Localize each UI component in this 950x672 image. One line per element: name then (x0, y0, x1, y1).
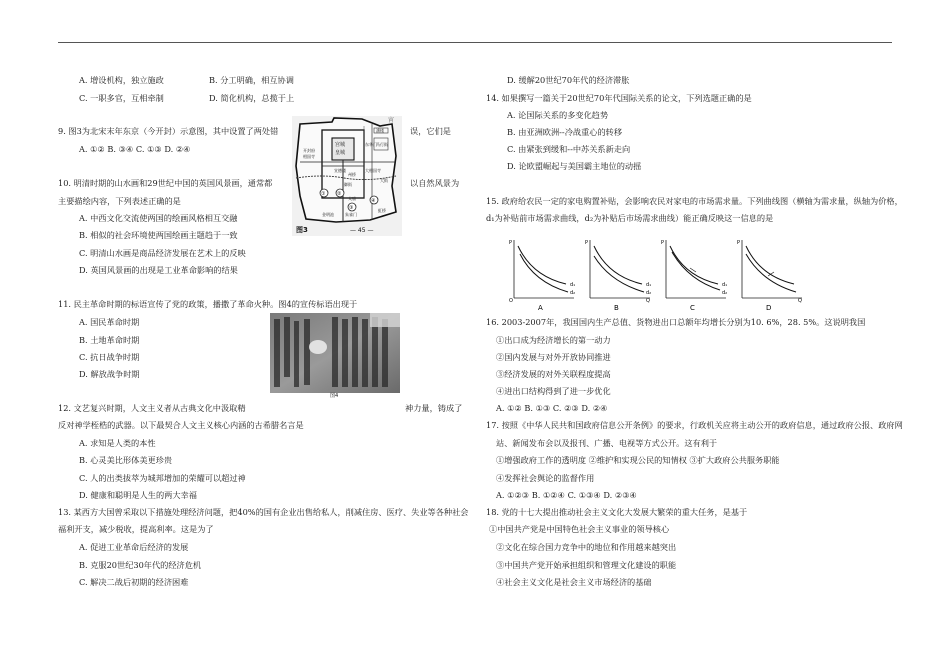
axis-label-p: P (661, 240, 665, 246)
map-label: 潘楼 (376, 128, 384, 133)
q13-option-c: C. 解决二战后初期的经济困难 (79, 577, 189, 587)
map-label: 宫城 (335, 142, 346, 148)
axis-label-p: P (509, 240, 513, 246)
q15-panel-label: B (614, 304, 619, 312)
q11-stem: 11. 民主革命时期的标语宣传了党的政策，播撒了革命火种。图4的宣传标语出现于 (58, 299, 358, 309)
q10-stem-cont: 以自然风景为 (410, 178, 460, 188)
q15-panel-a (509, 240, 575, 312)
q17-items-1-3: ①增强政府工作的透明度 ②维护和实现公民的知情权 ③扩大政府公共服务职能 (496, 455, 780, 465)
q15-stem: 15. 政府给农民一定的家电购置补贴，会影响农民对家电的市场需求量。下列曲线图（横轴为需求量，纵轴为价格， (486, 196, 903, 206)
figure-4-slogan-photo (270, 313, 400, 398)
q17-options: A. ①②③ B. ①②④ C. ①③④ D. ②③④ (496, 490, 637, 500)
q13-stem: 13. 某西方大国曾采取以下措施处理经济问题，把40%的国有企业出售给私人，削减住房、医疗、失业等各种社会 (58, 507, 469, 517)
q14-option-d: D. 论欧盟崛起与美国霸主地位的动摇 (507, 161, 642, 171)
q15-panel-label: D (766, 304, 772, 312)
q17-stem: 17. 按照《中华人民共和国政府信息公开条例》的要求，行政机关应将主动公开的政府信息，通过政府公报、政府网 (486, 420, 903, 430)
q16-stem: 16. 2003-2007年，我国国内生产总值、货物进出口总额年均增长分别为10. 6%，28. 5%。这说明我国 (486, 317, 866, 327)
q9-options: A. ①② B. ③④ C. ①③ D. ②④ (79, 144, 191, 154)
q12-option-b: B. 心灵美比形体美更珍贵 (79, 455, 173, 465)
q8-option-b: B. 分工明确，相互协调 (209, 75, 294, 85)
q9-stem: 9. 图3为北宋末年东京（今开封）示意图，其中设置了两处错 (58, 126, 279, 136)
q13-option-b: B. 克服20世纪30年代的经济危机 (79, 560, 202, 570)
axis-label-q: Q (798, 298, 802, 304)
q16-item-3: ③经济发展的对外关联程度提高 (496, 369, 611, 379)
q10-stem: 10. 明清时期的山水画和29世纪中国的英国风景画，通常都 (58, 178, 273, 188)
q11-option-b: B. 土地革命时期 (79, 335, 140, 345)
q12-stem-line2: 反对神学桎梏的武器。以下最契合人文主义核心内涵的古希腊名言是 (58, 420, 304, 430)
map-marker: ③ (349, 205, 354, 211)
map-label: 州桥 (348, 172, 356, 177)
map-label: 金明池 (322, 212, 334, 217)
q18-item-4: ④社会主义文化是社会主义市场经济的基础 (496, 577, 652, 587)
q10-option-c: C. 明清山水画是商品经济发展在艺术上的反映 (79, 248, 246, 258)
q13-stem-line2: 福利开支，减少税收，提高利率。这是为了 (58, 524, 214, 534)
q11-option-d: D. 解放战争时期 (79, 369, 140, 379)
q11-option-a: A. 国民革命时期 (79, 317, 140, 327)
q10-option-d: D. 英国风景画的出现是工业革命影响的结果 (79, 265, 238, 275)
map-label: 大街 (380, 178, 388, 183)
q12-option-c: C. 人的出类拔萃为城邦增加的荣耀可以超过神 (79, 473, 246, 483)
q14-stem: 14. 如果撰写一篇关于20世纪70年代国际关系的论文，下列选题正确的是 (486, 93, 752, 103)
q13-option-a: A. 促进工业革命后经济的发展 (79, 542, 189, 552)
curve-label-d1: d₁ (570, 282, 576, 288)
map-marker: ① (321, 191, 326, 197)
map-label: 相国寺 (303, 154, 315, 159)
curve-label-d2: d₂ (646, 290, 652, 296)
q16-item-1: ①出口成为经济增长的第一动力 (496, 335, 611, 345)
q18-item-2: ②文化在综合国力竞争中的地位和作用越来越突出 (496, 542, 677, 552)
map-label: 御街 (344, 182, 352, 187)
axis-label-p: P (585, 240, 589, 246)
axis-label-q: Q (646, 298, 650, 304)
q15-panel-label: C (690, 304, 695, 312)
q15-stem-line2: d₁为补贴前市场需求曲线，d₂为补贴后市场需求曲线）能正确反映这一信息的是 (486, 213, 774, 223)
axis-label-p: P (737, 240, 741, 246)
q16-item-2: ②国内发展与对外开放协同推进 (496, 352, 611, 362)
map-label: 东华门 (365, 142, 377, 147)
map-marker: ④ (371, 198, 376, 204)
q15-panel-b (585, 240, 651, 312)
q8-option-d: D. 简化机构，总揽于上 (209, 93, 295, 103)
figure-3-map (292, 116, 402, 236)
header-rule (58, 42, 892, 43)
curve-label-d1: d₁ (722, 282, 728, 288)
map-label: 开封府 (303, 148, 315, 153)
map-label: 大相国寺 (365, 168, 381, 173)
map-label: 太庙 (348, 196, 356, 201)
q15-panel-d (737, 240, 802, 312)
map-label: 马行街 (376, 142, 388, 147)
figure-3-page-number: — 45 — (350, 227, 374, 234)
outer-city-wall (296, 118, 396, 222)
q18-stem: 18. 党的十七大提出推动社会主义文化大发展大繁荣的重大任务，是基于 (486, 507, 748, 517)
q12-option-d: D. 健康和聪明是人生的两大幸福 (79, 490, 197, 500)
q10-option-b: B. 相似的社会环境使两国绘画主题趋于一致 (79, 230, 238, 240)
q14-option-c: C. 由紧张到缓和--中苏关系新走向 (507, 144, 631, 154)
q8-option-a: A. 增设机构，独立施政 (79, 75, 164, 85)
curve-label-d2: d₂ (570, 290, 576, 296)
q12-stem-cont: 神力量，铸成了 (405, 403, 463, 413)
q9-stem-cont: 误，它们是 (410, 126, 451, 136)
q15-demand-curve-figure (508, 236, 808, 314)
figure-4-caption: 图4 (330, 393, 339, 398)
q12-stem: 12. 文艺复兴时期，人文主义者从古典文化中汲取精 (58, 403, 246, 413)
q15-panel-c (661, 240, 727, 312)
q16-item-4: ④进出口结构得到了进一步优化 (496, 386, 611, 396)
map-label: 宣德楼 (334, 168, 346, 173)
map-label: 虹桥 (378, 208, 386, 213)
figure-3-caption: 图3 (296, 226, 308, 234)
q14-option-b: B. 由亚洲欧洲--冷战重心的转移 (507, 127, 623, 137)
q14-option-a: A. 论国际关系的多变化趋势 (507, 110, 609, 120)
q11-option-c: C. 抗日战争时期 (79, 352, 140, 362)
q13-option-d: D. 缓解20世纪70年代的经济滞胀 (507, 75, 630, 85)
q17-item-4: ④发挥社会舆论的监督作用 (496, 473, 595, 483)
q8-option-c: C. 一职多官，互相牵制 (79, 93, 164, 103)
q10-stem-line2: 主要描绘内容，下列表述正确的是 (58, 196, 181, 206)
q18-item-3: ③中国共产党开始承担组织和管理文化建设的职能 (496, 560, 677, 570)
q18-item-1: ①中国共产党是中国特色社会主义事业的领导核心 (489, 524, 670, 534)
q17-stem-line2: 站、新闻发布会以及报刊、广播、电视等方式公开。这有利于 (496, 438, 718, 448)
q16-options: A. ①② B. ①③ C. ②③ D. ②④ (496, 403, 608, 413)
curve-label-d1: d₁ (646, 282, 652, 288)
q12-option-a: A. 求知是人类的本性 (79, 438, 156, 448)
curve-label-d2: d₂ (722, 290, 728, 296)
map-label: 皇城 (335, 150, 346, 156)
map-corner-mark: 宵 (388, 117, 395, 124)
map-label: 朱雀门 (345, 212, 357, 217)
axis-label-origin: O (509, 298, 513, 304)
q15-panel-label: A (538, 304, 543, 312)
map-marker: ② (337, 191, 342, 197)
q10-option-a: A. 中西文化交流使两国的绘画风格相互交融 (79, 213, 238, 223)
